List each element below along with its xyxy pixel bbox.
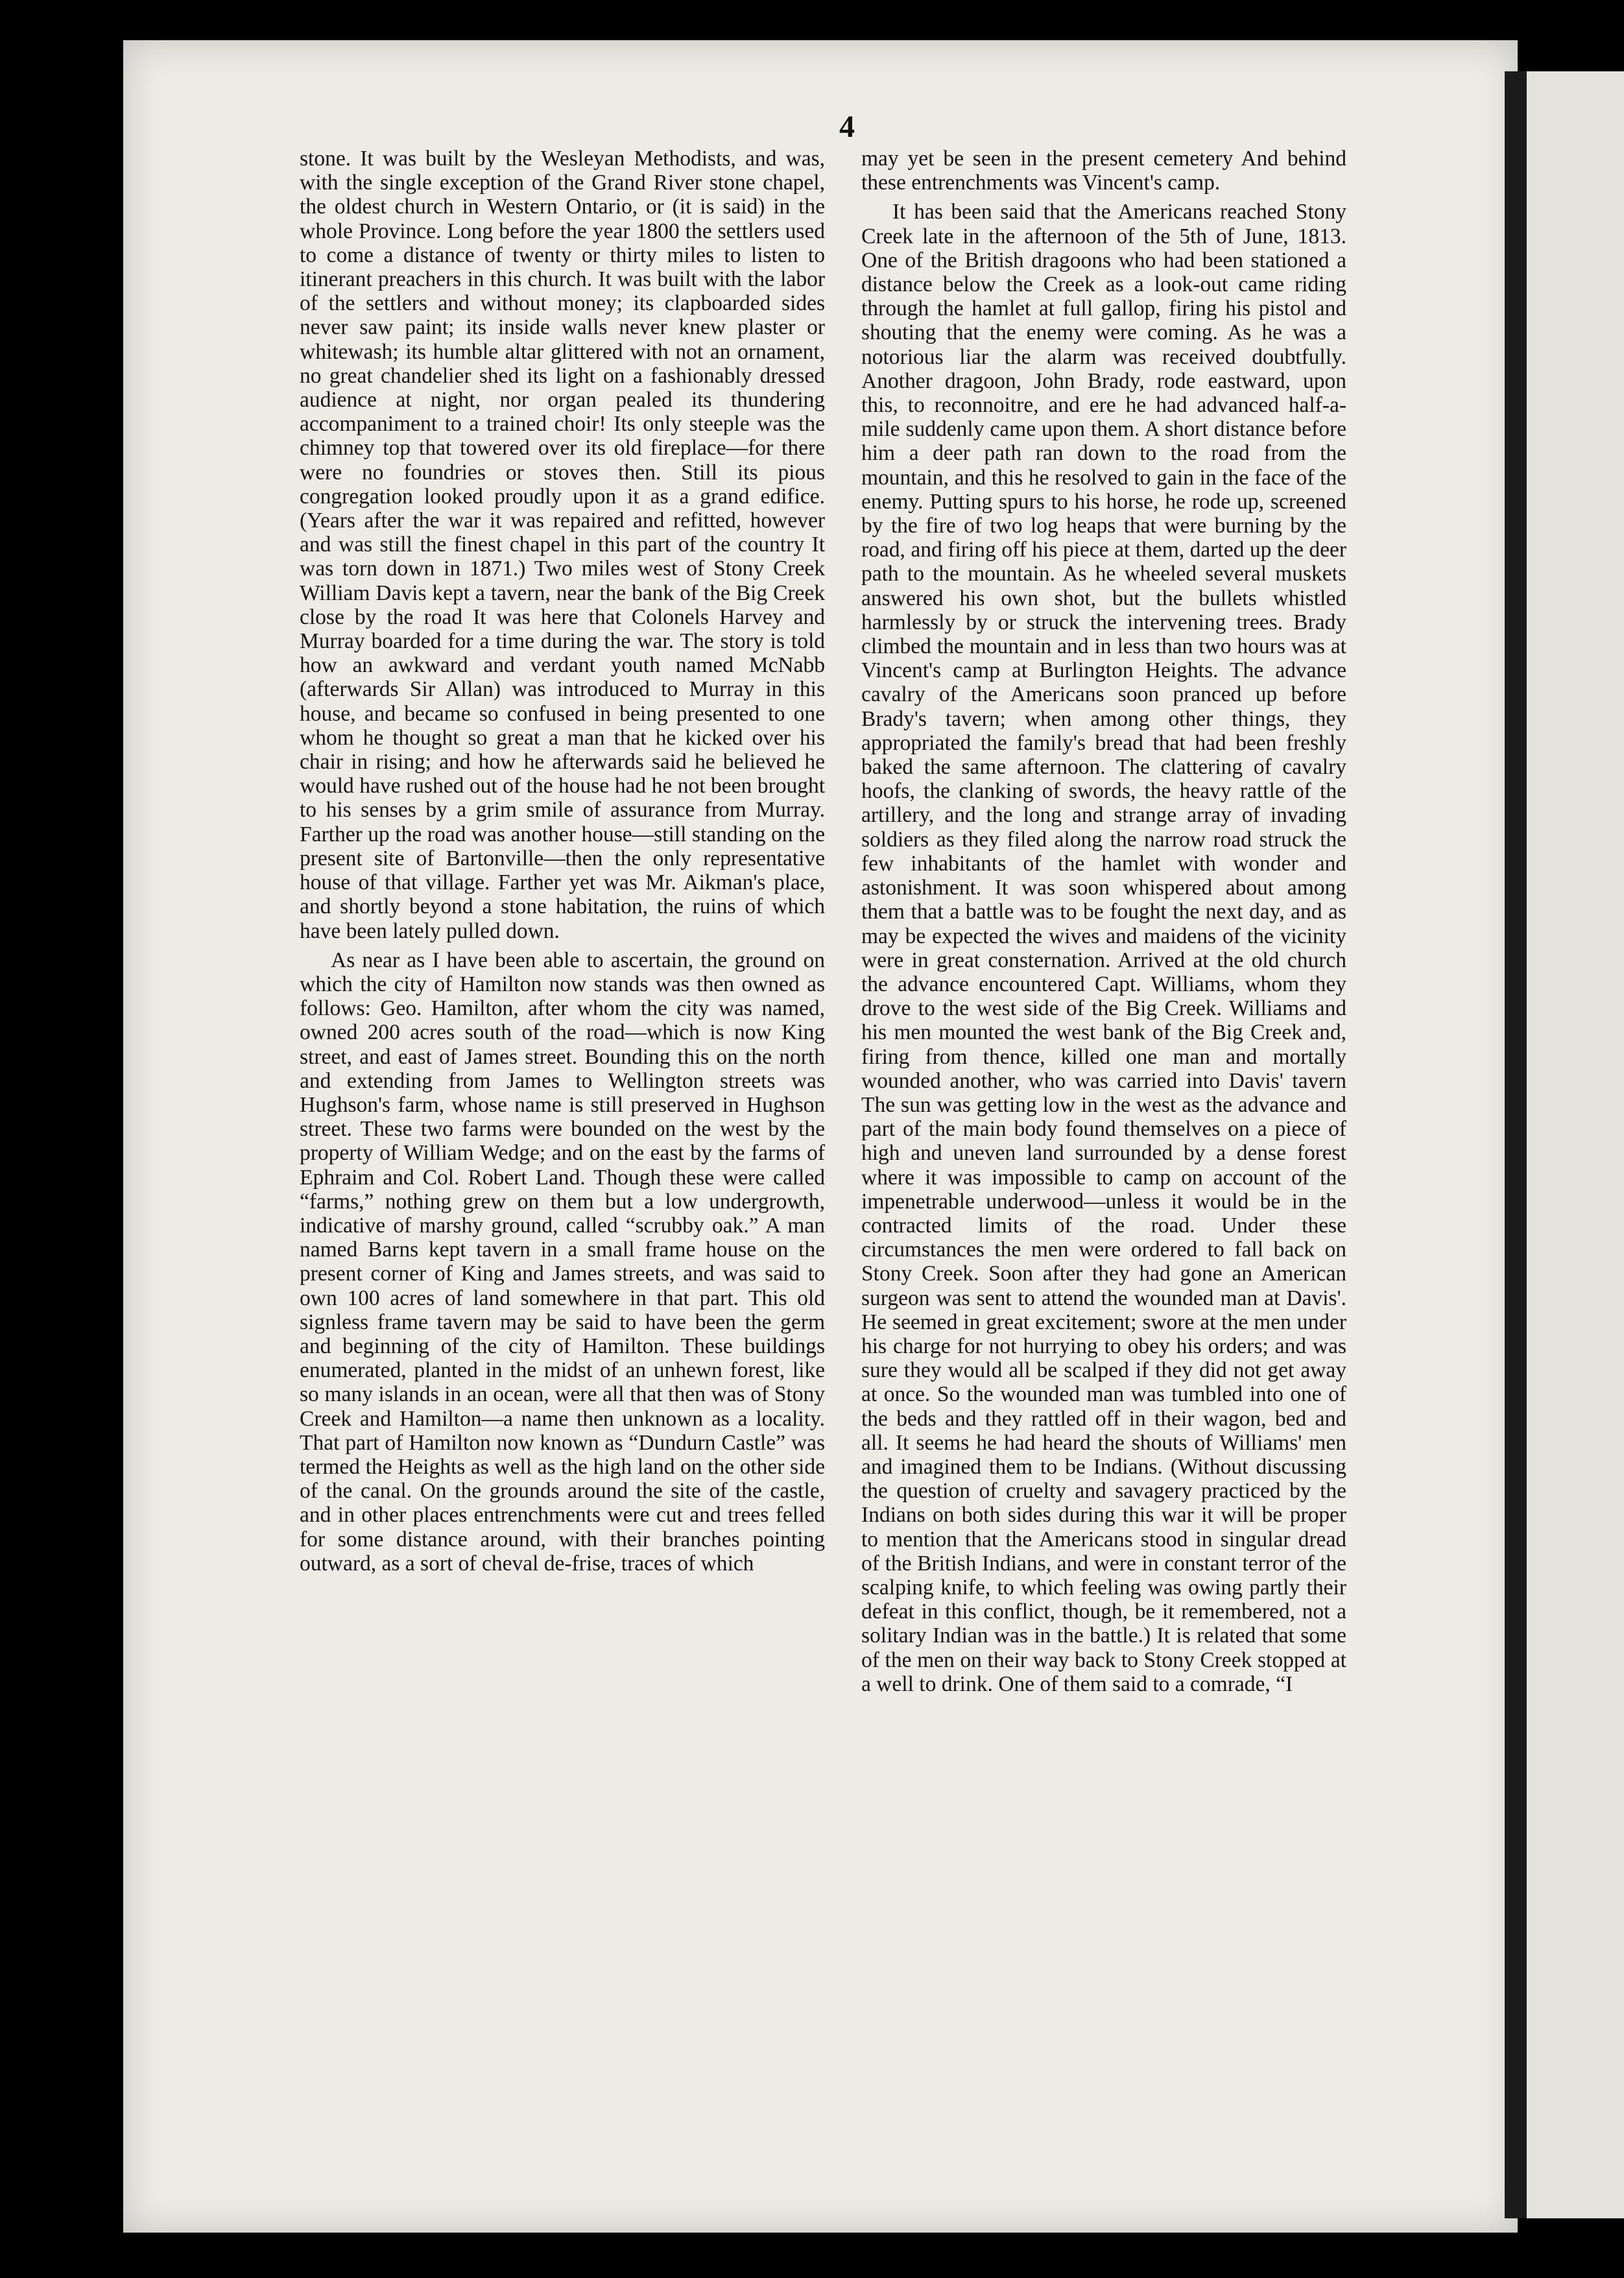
page-number: 4 bbox=[839, 110, 855, 144]
paragraph: may yet be seen in the present cemetery And behind these entrenchments was Vincent's camp. bbox=[861, 147, 1346, 195]
paragraph: As near as I have been able to ascertain, the ground on which the city of Hamilton now stands was then owned as follows: Geo. Hamilton, after whom the city was named, owned 200 acres south of the road—which is now King street, and east of James street. Bounding this on the north and extending from James to Wellington streets was Hughson's farm, whose name is still preserved in Hughson street. These two farms were bounded on the west by the property of William Wedge; and on the east by the farms of Ephraim and Col. Robert Land. Though these were called “farms,” nothing grew on them but a low undergrowth, indicative of marshy ground, called “scrubby oak.” A man named Barns kept tavern in a small frame house on the present corner of King and James streets, and was said to own 100 acres of land somewhere in that part. This old signless frame tavern may be said to have been the germ and beginning of the city of Hamilton. These buildings enumerated, planted in the midst of an unhewn forest, like so many islands in an ocean, were all that then was of Stony Creek and Hamilton—a name then unknown as a locality. That part of Hamilton now known as “Dundurn Castle” was termed the Heights as well as the high land on the other side of the canal. On the grounds around the site of the castle, and in other places entrenchments were cut and trees felled for some distance around, with their branches pointing outward, as a sort of cheval de-frise, traces of which bbox=[300, 948, 825, 1576]
page-edge-shadow bbox=[1505, 71, 1527, 2218]
paragraph: stone. It was built by the Wesleyan Methodists, and was, with the single exception of the Grand River stone chapel, the oldest church in Western Ontario, or (it is said) in the whole Province. Long before the year 1800 the settlers used to come a distance of twenty or thirty miles to listen to itinerant preachers in this church. It was built with the labor of the settlers and without money; its clapboarded sides never saw paint; its inside walls never knew plaster or whitewash; its humble altar glittered with not an ornament, no great chandelier shed its light on a fashionably dressed audience at night, nor organ pealed its thundering accompaniment to a trained choir! Its only steeple was the chimney top that towered over its old fireplace—for there were no foundries or stoves then. Still its pious congregation looked proudly upon it as a grand edifice. (Years after the war it was repaired and refitted, however and was still the finest chapel in this part of the country It was torn down in 1871.) Two miles west of Stony Creek William Davis kept a tavern, near the bank of the Big Creek close by the road It was here that Colonels Harvey and Murray boarded for a time during the war. The story is told how an awkward and verdant youth named McNabb (afterwards Sir Allan) was introduced to Murray in this house, and became so confused in being presented to one whom he thought so great a man that he kicked over his chair in rising; and how he afterwards said he believed he would have rushed out of the house had he not been brought to his senses by a grim smile of assurance from Murray. Farther up the road was another house—still standing on the present site of Bartonville—then the only representative house of that village. Farther yet was Mr. Aikman's place, and shortly beyond a stone habitation, the ruins of which have been lately pulled down. bbox=[300, 147, 825, 943]
text-column-right bbox=[861, 147, 1346, 1696]
text-column-left bbox=[300, 147, 825, 1576]
paragraph: It has been said that the Americans reached Stony Creek late in the afternoon of the 5th of June, 1813. One of the British dragoons who had been stationed a distance below the Creek as a look-out came riding through the hamlet at full gallop, firing his pistol and shouting that the enemy were coming. As he was a notorious liar the alarm was received doubtfully. Another dragoon, John Brady, rode eastward, upon this, to reconnoitre, and ere he had advanced half-a-mile suddenly came upon them. A short distance before him a deer path ran down to the road from the mountain, and this he resolved to gain in the face of the enemy. Putting spurs to his horse, he rode up, screened by the fire of two log heaps that were burning by the road, and firing off his piece at them, darted up the deer path to the mountain. As he wheeled several muskets answered his own shot, but the bullets whistled harmlessly by or struck the intervening trees. Brady climbed the mountain and in less than two hours was at Vincent's camp at Burlington Heights. The advance cavalry of the Americans soon pranced up before Brady's tavern; when among other things, they appropriated the family's bread that had been freshly baked the same afternoon. The clattering of cavalry hoofs, the clanking of swords, the heavy rattle of the artillery, and the long and strange array of invading soldiers as they filed along the narrow road struck the few inhabitants of the hamlet with wonder and astonishment. It was soon whispered about among them that a battle was to be fought the next day, and as may be expected the wives and maidens of the vicinity were in great consternation. Arrived at the old church the advance encountered Capt. Williams, whom they drove to the west side of the Big Creek. Williams and his men mounted the west bank of the Big Creek and, firing from thence, killed one man and mortally wounded another, who was carried into Davis' tavern The sun was getting low in the west as the advance and part of the main body found themselves on a piece of high and uneven land surrounded by a dense forest where it was impossible to camp on account of the impenetrable underwood—unless it would be in the contracted limits of the road. Under these circumstances the men were ordered to fall back on Stony Creek. Soon after they had gone an American surgeon was sent to attend the wounded man at Davis'. He seemed in great excitement; swore at the men under his charge for not hurrying to obey his orders; and was sure they would all be scalped if they did not get away at once. So the wounded man was tumbled into one of the beds and they rattled off in their wagon, bed and all. It seems he had heard the shouts of Williams' men and imagined them to be Indians. (Without discussing the question of cruelty and savagery practiced by the Indians on both sides during this war it will be proper to mention that the Americans stood in singular dread of the British Indians, and were in constant terror of the scalping knife, to which feeling was owing partly their defeat in this conflict, though, be it remembered, not a solitary Indian was in the battle.) It is related that some of the men on their way back to Stony Creek stopped at a well to drink. One of them said to a comrade, “I bbox=[861, 200, 1346, 1696]
adjacent-page-strip bbox=[1527, 71, 1624, 2218]
